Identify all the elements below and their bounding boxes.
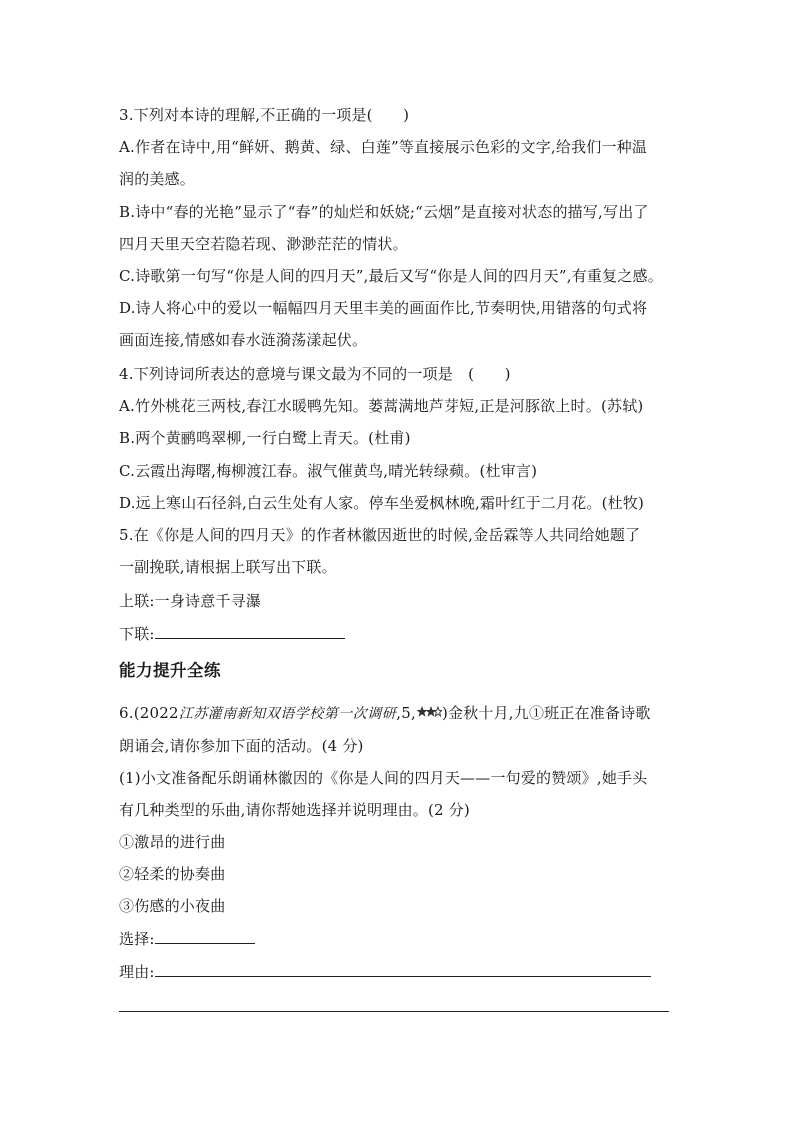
q6-source: 江苏灌南新知双语学校第一次调研 xyxy=(178,706,397,722)
q5-answer-blank[interactable] xyxy=(155,624,345,639)
q4-option-c: C.云霞出海曙,梅柳渡江春。淑气催黄鸟,晴光转绿𬞟。(杜审言) xyxy=(119,462,538,480)
q6-year: 6.(2022 xyxy=(119,704,179,722)
q3-option-c: C.诗歌第一句写“你是人间的四月天”,最后又写“你是人间的四月天”,有重复之感。 xyxy=(119,267,663,285)
q4-option-b: B.两个黄鹂鸣翠柳,一行白鹭上青天。(杜甫) xyxy=(119,429,411,447)
q6-stem-text: )金秋十月,九①班正在准备诗歌 xyxy=(441,704,651,722)
section-title: 能力提升全练 xyxy=(119,661,221,680)
q5-stem-line1: 5.在《你是人间的四月天》的作者林徽因逝世的时候,金岳霖等人共同给她题了 xyxy=(119,526,641,544)
q5-lower-couplet xyxy=(119,624,345,644)
q6-sub1-line2: 有几种类型的乐曲,请你帮她选择并说明理由。(2 分) xyxy=(119,801,470,819)
q3-option-a-line2: 润的美感。 xyxy=(119,170,196,188)
q3-option-d-line2: 画面连接,情感如春水涟漪荡漾起伏。 xyxy=(119,331,368,349)
q4-stem: 4.下列诗词所表达的意境与课文最为不同的一项是 ( ) xyxy=(119,365,511,383)
q3-stem: 3.下列对本诗的理解,不正确的一项是( ) xyxy=(119,106,410,124)
q5-stem-line2: 一副挽联,请根据上联写出下联。 xyxy=(119,558,337,576)
q6-stem-line1 xyxy=(119,703,651,724)
q6-option-1: ①激昂的进行曲 xyxy=(119,833,226,851)
q3-option-d-line1: D.诗人将心中的爱以一幅幅四月天里丰美的画面作比,节奏明快,用错落的句式将 xyxy=(119,299,648,317)
q6-reason xyxy=(119,962,651,982)
q6-source-num: ,5, xyxy=(396,704,416,722)
q6-choice-blank[interactable] xyxy=(155,929,255,944)
q3-option-b-line1: B.诗中“春的光艳”显示了“春”的灿烂和妖娆;“云烟”是直接对状态的描写,写出了 xyxy=(119,203,649,221)
q5-upper-couplet: 上联:一身诗意千寻瀑 xyxy=(119,592,262,610)
q6-choice-label: 选择: xyxy=(119,930,155,948)
q6-sub1-line1: (1)小文准备配乐朗诵林徽因的《你是人间的四月天——一句爱的赞颂》,她手头 xyxy=(119,769,648,787)
q5-lower-label: 下联: xyxy=(119,625,155,643)
q6-option-2: ②轻柔的协奏曲 xyxy=(119,865,226,883)
difficulty-stars-icon xyxy=(416,705,442,719)
q6-choice xyxy=(119,929,255,949)
q3-option-b-line2: 四月天里天空若隐若现、渺渺茫茫的情状。 xyxy=(119,235,408,253)
q6-reason-blank[interactable] xyxy=(155,962,651,977)
q4-option-d: D.远上寒山石径斜,白云生处有人家。停车坐爱枫林晚,霜叶红于二月花。(杜牧) xyxy=(119,494,645,512)
q4-option-a: A.竹外桃花三两枝,春江水暖鸭先知。蒌蒿满地芦芽短,正是河豚欲上时。(苏轼) xyxy=(119,397,644,415)
q6-stem-line2: 朗诵会,请你参加下面的活动。(4 分) xyxy=(119,737,364,755)
q6-reason-blank-line2[interactable] xyxy=(119,1011,669,1012)
q6-reason-label: 理由: xyxy=(119,963,155,981)
q3-option-a-line1: A.作者在诗中,用“鲜妍、鹅黄、绿、白莲”等直接展示色彩的文字,给我们一种温 xyxy=(119,138,648,156)
q6-option-3: ③伤感的小夜曲 xyxy=(119,897,226,915)
